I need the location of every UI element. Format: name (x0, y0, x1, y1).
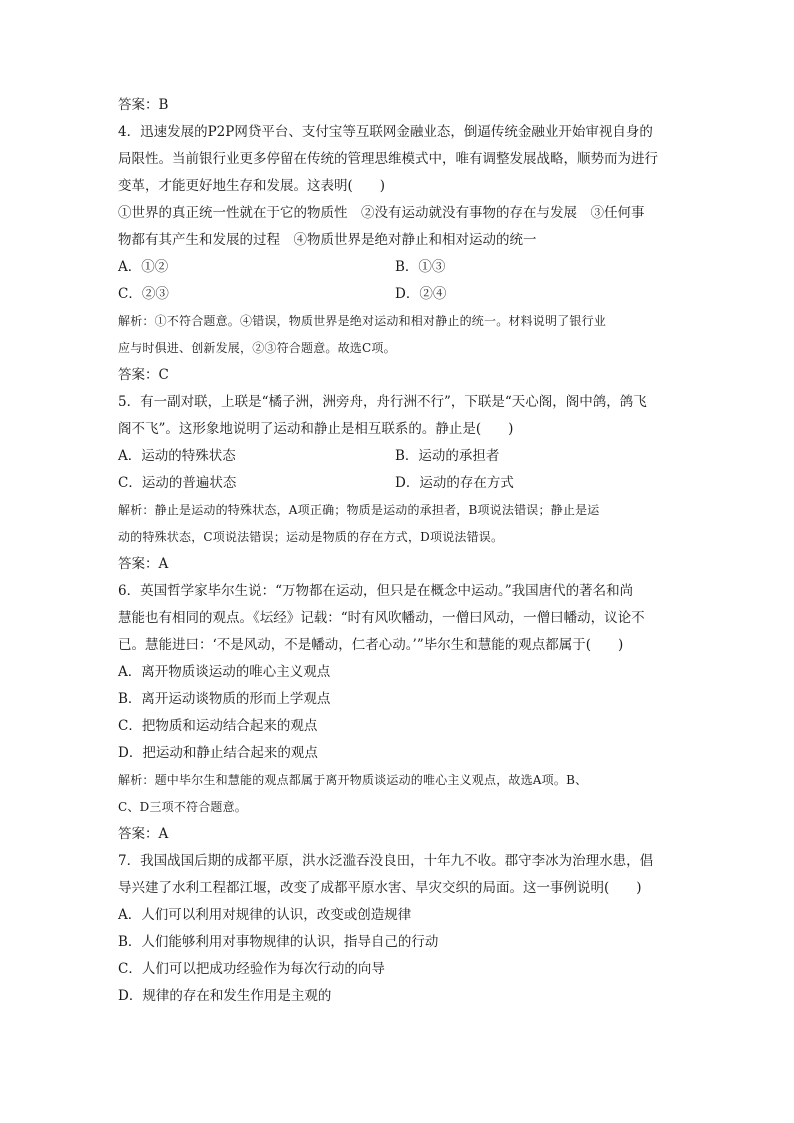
q6-analysis-line: C、D三项不符合题意。 (118, 800, 248, 814)
question-7 (118, 848, 678, 1010)
q7-option-c: C．人们可以把成功经验作为每次行动的向导 (118, 961, 385, 977)
q4-options-row (118, 254, 678, 281)
q7-option-d: D．规律的存在和发生作用是主观的 (118, 988, 332, 1004)
q6-stem-line: 6．英国哲学家毕尔生说：“万物都在运动，但只是在概念中运动。”我国唐代的著名和尚 (118, 583, 634, 599)
q7-stem-line: 7．我国战国后期的成都平原，洪水泛滥吞没良田，十年九不收。郡守李冰为治理水患，倡 (118, 853, 654, 869)
q4-statement-line: 物都有其产生和发展的过程 ④物质世界是绝对静止和相对运动的统一 (118, 232, 537, 248)
q5-stem-line: 阁不飞”。这形象地说明了运动和静止是相互联系的。静止是( ) (118, 421, 514, 437)
q6-option-d: D．把运动和静止结合起来的观点 (118, 745, 318, 761)
q6-analysis-line: 解析：题中毕尔生和慧能的观点都属于离开物质谈运动的唯心主义观点，故选A项。B、 (118, 773, 588, 787)
q4-option-b: B．①③ (395, 259, 446, 275)
q4-analysis-line: 应与时俱进、创新发展，②③符合题意。故选C项。 (118, 341, 396, 355)
q5-stem-line: 5．有一副对联，上联是“橘子洲，洲旁舟，舟行洲不行”，下联是“天心阁，阁中鸽，鸽飞 (118, 394, 647, 410)
document-page (118, 92, 678, 1010)
q4-stem-line: 局限性。当前银行业更多停留在传统的管理思维模式中，唯有调整发展战略，顺势而为进行 (118, 151, 658, 167)
q7-option-b: B．人们能够利用对事物规律的认识，指导自己的行动 (118, 934, 439, 950)
q4-option-a: A．①② (118, 259, 169, 275)
q4-statement-line: ①世界的真正统一性就在于它的物质性 ②没有运动就没有事物的存在与发展 ③任何事 (118, 205, 645, 221)
q6-option-a: A．离开物质谈运动的唯心主义观点 (118, 664, 331, 680)
q4-option-d: D．②④ (395, 286, 447, 302)
question-5 (118, 389, 678, 578)
q5-analysis-line: 解析：静止是运动的特殊状态，A项正确；物质是运动的承担者，B项说法错误；静止是运 (118, 503, 600, 517)
q4-analysis-line: 解析：①不符合题意。④错误，物质世界是绝对运动和相对静止的统一。材料说明了银行业 (118, 314, 607, 328)
q6-answer: 答案：A (118, 826, 169, 842)
question-4 (118, 119, 678, 389)
q4-option-c: C．②③ (118, 286, 169, 302)
q6-stem-line: 已。慧能进曰：‘不是风动，不是幡动，仁者心动。’”毕尔生和慧能的观点都属于( ) (118, 637, 624, 653)
question-6 (118, 578, 678, 848)
q4-options-row (118, 281, 678, 308)
q5-analysis-line: 动的特殊状态，C项说法错误；运动是物质的存在方式，D项说法错误。 (118, 530, 504, 544)
q3-answer: 答案：B (118, 97, 169, 113)
q7-option-a: A．人们可以利用对规律的认识，改变或创造规律 (118, 907, 412, 923)
q4-answer: 答案：C (118, 367, 169, 383)
q5-option-c: C．运动的普遍状态 (118, 475, 237, 491)
q4-stem-line: 4．迅速发展的P2P网贷平台、支付宝等互联网金融业态，倒逼传统金融业开始审视自身的 (118, 124, 653, 140)
q5-options-row (118, 443, 678, 470)
q5-option-d: D．运动的存在方式 (395, 475, 514, 491)
q7-stem-line: 导兴建了水利工程都江堰，改变了成都平原水害、旱灾交织的局面。这一事例说明( ) (118, 880, 642, 896)
q5-answer: 答案：A (118, 556, 169, 572)
q5-option-a: A．运动的特殊状态 (118, 448, 236, 464)
q5-options-row (118, 470, 678, 497)
q4-stem-line: 变革，才能更好地生存和发展。这表明( ) (118, 178, 386, 194)
q6-option-c: C．把物质和运动结合起来的观点 (118, 718, 318, 734)
q6-option-b: B．离开运动谈物质的形而上学观点 (118, 691, 331, 707)
q6-stem-line: 慧能也有相同的观点。《坛经》记载：“时有风吹幡动，一僧曰风动，一僧曰幡动，议论不 (118, 610, 645, 626)
q5-option-b: B．运动的承担者 (395, 448, 500, 464)
